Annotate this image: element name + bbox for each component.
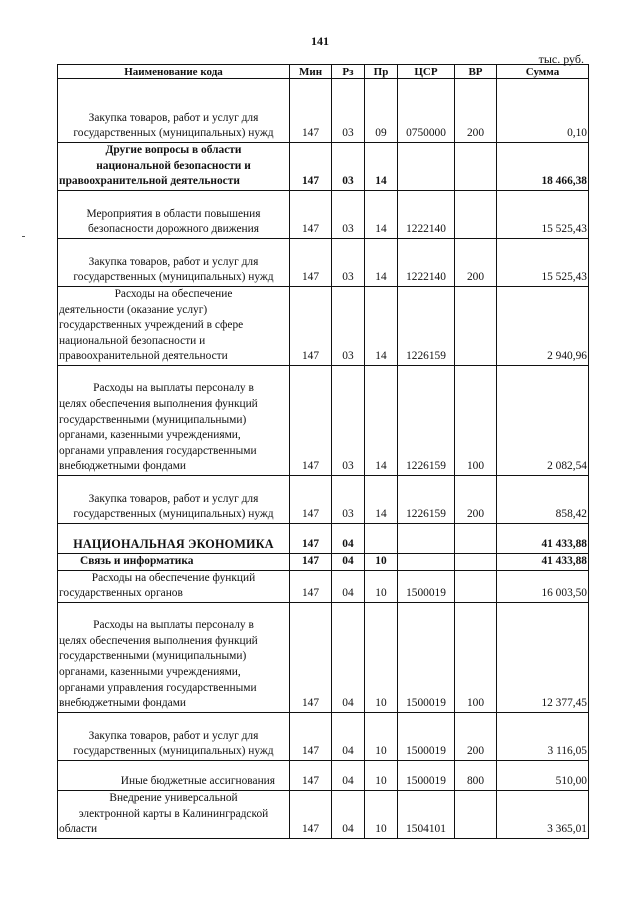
row-name: Закупка товаров, работ и услуг для государственных (муниципальных) нужд [58, 475, 290, 523]
table-row [58, 79, 589, 143]
table-row [58, 790, 589, 838]
row-pr [365, 523, 398, 553]
row-sum: 2 082,54 [497, 365, 589, 475]
row-rz: 04 [332, 570, 365, 602]
row-vr: 200 [455, 239, 497, 287]
header-sum: Сумма [497, 65, 589, 79]
row-csr [398, 553, 455, 570]
row-pr: 10 [365, 790, 398, 838]
row-min: 147 [290, 79, 332, 143]
row-pr: 14 [365, 287, 398, 366]
row-pr: 14 [365, 365, 398, 475]
row-rz: 04 [332, 760, 365, 790]
row-csr: 1500019 [398, 570, 455, 602]
table-row [58, 570, 589, 602]
row-min: 147 [290, 143, 332, 191]
table-row [58, 239, 589, 287]
header-rz: Рз [332, 65, 365, 79]
table-row [58, 712, 589, 760]
table-row [58, 553, 589, 570]
row-csr: 0750000 [398, 79, 455, 143]
row-rz: 04 [332, 523, 365, 553]
row-min: 147 [290, 553, 332, 570]
table-row [58, 602, 589, 712]
row-min: 147 [290, 760, 332, 790]
row-pr: 09 [365, 79, 398, 143]
row-name: Закупка товаров, работ и услуг для государственных (муниципальных) нужд [58, 239, 290, 287]
row-csr: 1226159 [398, 475, 455, 523]
row-pr: 14 [365, 239, 398, 287]
header-name: Наименование кода [58, 65, 290, 79]
row-sum: 510,00 [497, 760, 589, 790]
row-name: Расходы на обеспечение функций государственных органов [58, 570, 290, 602]
row-pr: 10 [365, 570, 398, 602]
row-vr: 100 [455, 602, 497, 712]
row-vr: 100 [455, 365, 497, 475]
header-min: Мин [290, 65, 332, 79]
row-min: 147 [290, 475, 332, 523]
row-name: Внедрение универсальной электронной карты в Калининградской области [58, 790, 290, 838]
budget-table [57, 64, 589, 839]
unit-label: тыс. руб. [538, 52, 584, 66]
row-rz: 03 [332, 191, 365, 239]
row-vr [455, 143, 497, 191]
row-min: 147 [290, 287, 332, 366]
row-sum: 858,42 [497, 475, 589, 523]
row-sum: 12 377,45 [497, 602, 589, 712]
row-pr: 14 [365, 475, 398, 523]
row-sum: 3 365,01 [497, 790, 589, 838]
page-number: 141 [311, 34, 329, 48]
row-name: НАЦИОНАЛЬНАЯ ЭКОНОМИКА [58, 523, 290, 553]
table-row [58, 143, 589, 191]
row-vr [455, 523, 497, 553]
table-row [58, 191, 589, 239]
row-vr [455, 287, 497, 366]
row-min: 147 [290, 712, 332, 760]
table-row [58, 475, 589, 523]
row-sum: 0,10 [497, 79, 589, 143]
row-vr [455, 790, 497, 838]
row-min: 147 [290, 570, 332, 602]
row-rz: 04 [332, 602, 365, 712]
row-csr [398, 143, 455, 191]
row-vr [455, 570, 497, 602]
row-name: Иные бюджетные ассигнования [58, 760, 290, 790]
row-min: 147 [290, 523, 332, 553]
row-sum: 15 525,43 [497, 239, 589, 287]
row-rz: 04 [332, 790, 365, 838]
row-sum: 15 525,43 [497, 191, 589, 239]
row-rz: 03 [332, 143, 365, 191]
table-row [58, 760, 589, 790]
row-vr [455, 191, 497, 239]
row-min: 147 [290, 239, 332, 287]
row-min: 147 [290, 602, 332, 712]
row-pr: 10 [365, 602, 398, 712]
row-name: Расходы на выплаты персоналу в целях обеспечения выполнения функций государственными (муниципальными) органами, казенными учреждениями, органами управления государственными внебюджетными фондами [58, 365, 290, 475]
row-rz: 03 [332, 79, 365, 143]
row-csr: 1500019 [398, 760, 455, 790]
table-row [58, 523, 589, 553]
row-csr: 1504101 [398, 790, 455, 838]
row-rz: 03 [332, 475, 365, 523]
row-csr: 1222140 [398, 191, 455, 239]
row-csr: 1222140 [398, 239, 455, 287]
table-row [58, 365, 589, 475]
row-min: 147 [290, 790, 332, 838]
row-csr: 1226159 [398, 287, 455, 366]
table-header-row [58, 65, 589, 79]
row-rz: 03 [332, 239, 365, 287]
row-name: Мероприятия в области повышения безопасности дорожного движения [58, 191, 290, 239]
row-sum: 41 433,88 [497, 553, 589, 570]
row-pr: 10 [365, 553, 398, 570]
header-vr: ВР [455, 65, 497, 79]
row-name: Другие вопросы в области национальной безопасности и правоохранительной деятельности [58, 143, 290, 191]
row-vr [455, 553, 497, 570]
row-name: Закупка товаров, работ и услуг для государственных (муниципальных) нужд [58, 79, 290, 143]
row-csr: 1500019 [398, 602, 455, 712]
row-rz: 03 [332, 287, 365, 366]
scan-mark [22, 236, 25, 237]
row-rz: 04 [332, 553, 365, 570]
row-pr: 10 [365, 760, 398, 790]
row-vr: 800 [455, 760, 497, 790]
row-csr: 1226159 [398, 365, 455, 475]
row-pr: 14 [365, 143, 398, 191]
row-sum: 16 003,50 [497, 570, 589, 602]
row-csr [398, 523, 455, 553]
row-min: 147 [290, 365, 332, 475]
row-name: Связь и информатика [58, 553, 290, 570]
row-sum: 3 116,05 [497, 712, 589, 760]
row-sum: 18 466,38 [497, 143, 589, 191]
row-rz: 03 [332, 365, 365, 475]
row-rz: 04 [332, 712, 365, 760]
row-name: Расходы на выплаты персоналу в целях обеспечения выполнения функций государственными (муниципальными) органами, казенными учреждениями, органами управления государственными внебюджетными фондами [58, 602, 290, 712]
row-csr: 1500019 [398, 712, 455, 760]
header-csr: ЦСР [398, 65, 455, 79]
row-sum: 41 433,88 [497, 523, 589, 553]
row-vr: 200 [455, 475, 497, 523]
row-name: Закупка товаров, работ и услуг для государственных (муниципальных) нужд [58, 712, 290, 760]
row-pr: 14 [365, 191, 398, 239]
table-row [58, 287, 589, 366]
row-min: 147 [290, 191, 332, 239]
header-pr: Пр [365, 65, 398, 79]
row-vr: 200 [455, 79, 497, 143]
row-pr: 10 [365, 712, 398, 760]
row-name: Расходы на обеспечение деятельности (оказание услуг) государственных учреждений в сфере национальной безопасности и правоохранительной деятельности [58, 287, 290, 366]
row-sum: 2 940,96 [497, 287, 589, 366]
row-vr: 200 [455, 712, 497, 760]
